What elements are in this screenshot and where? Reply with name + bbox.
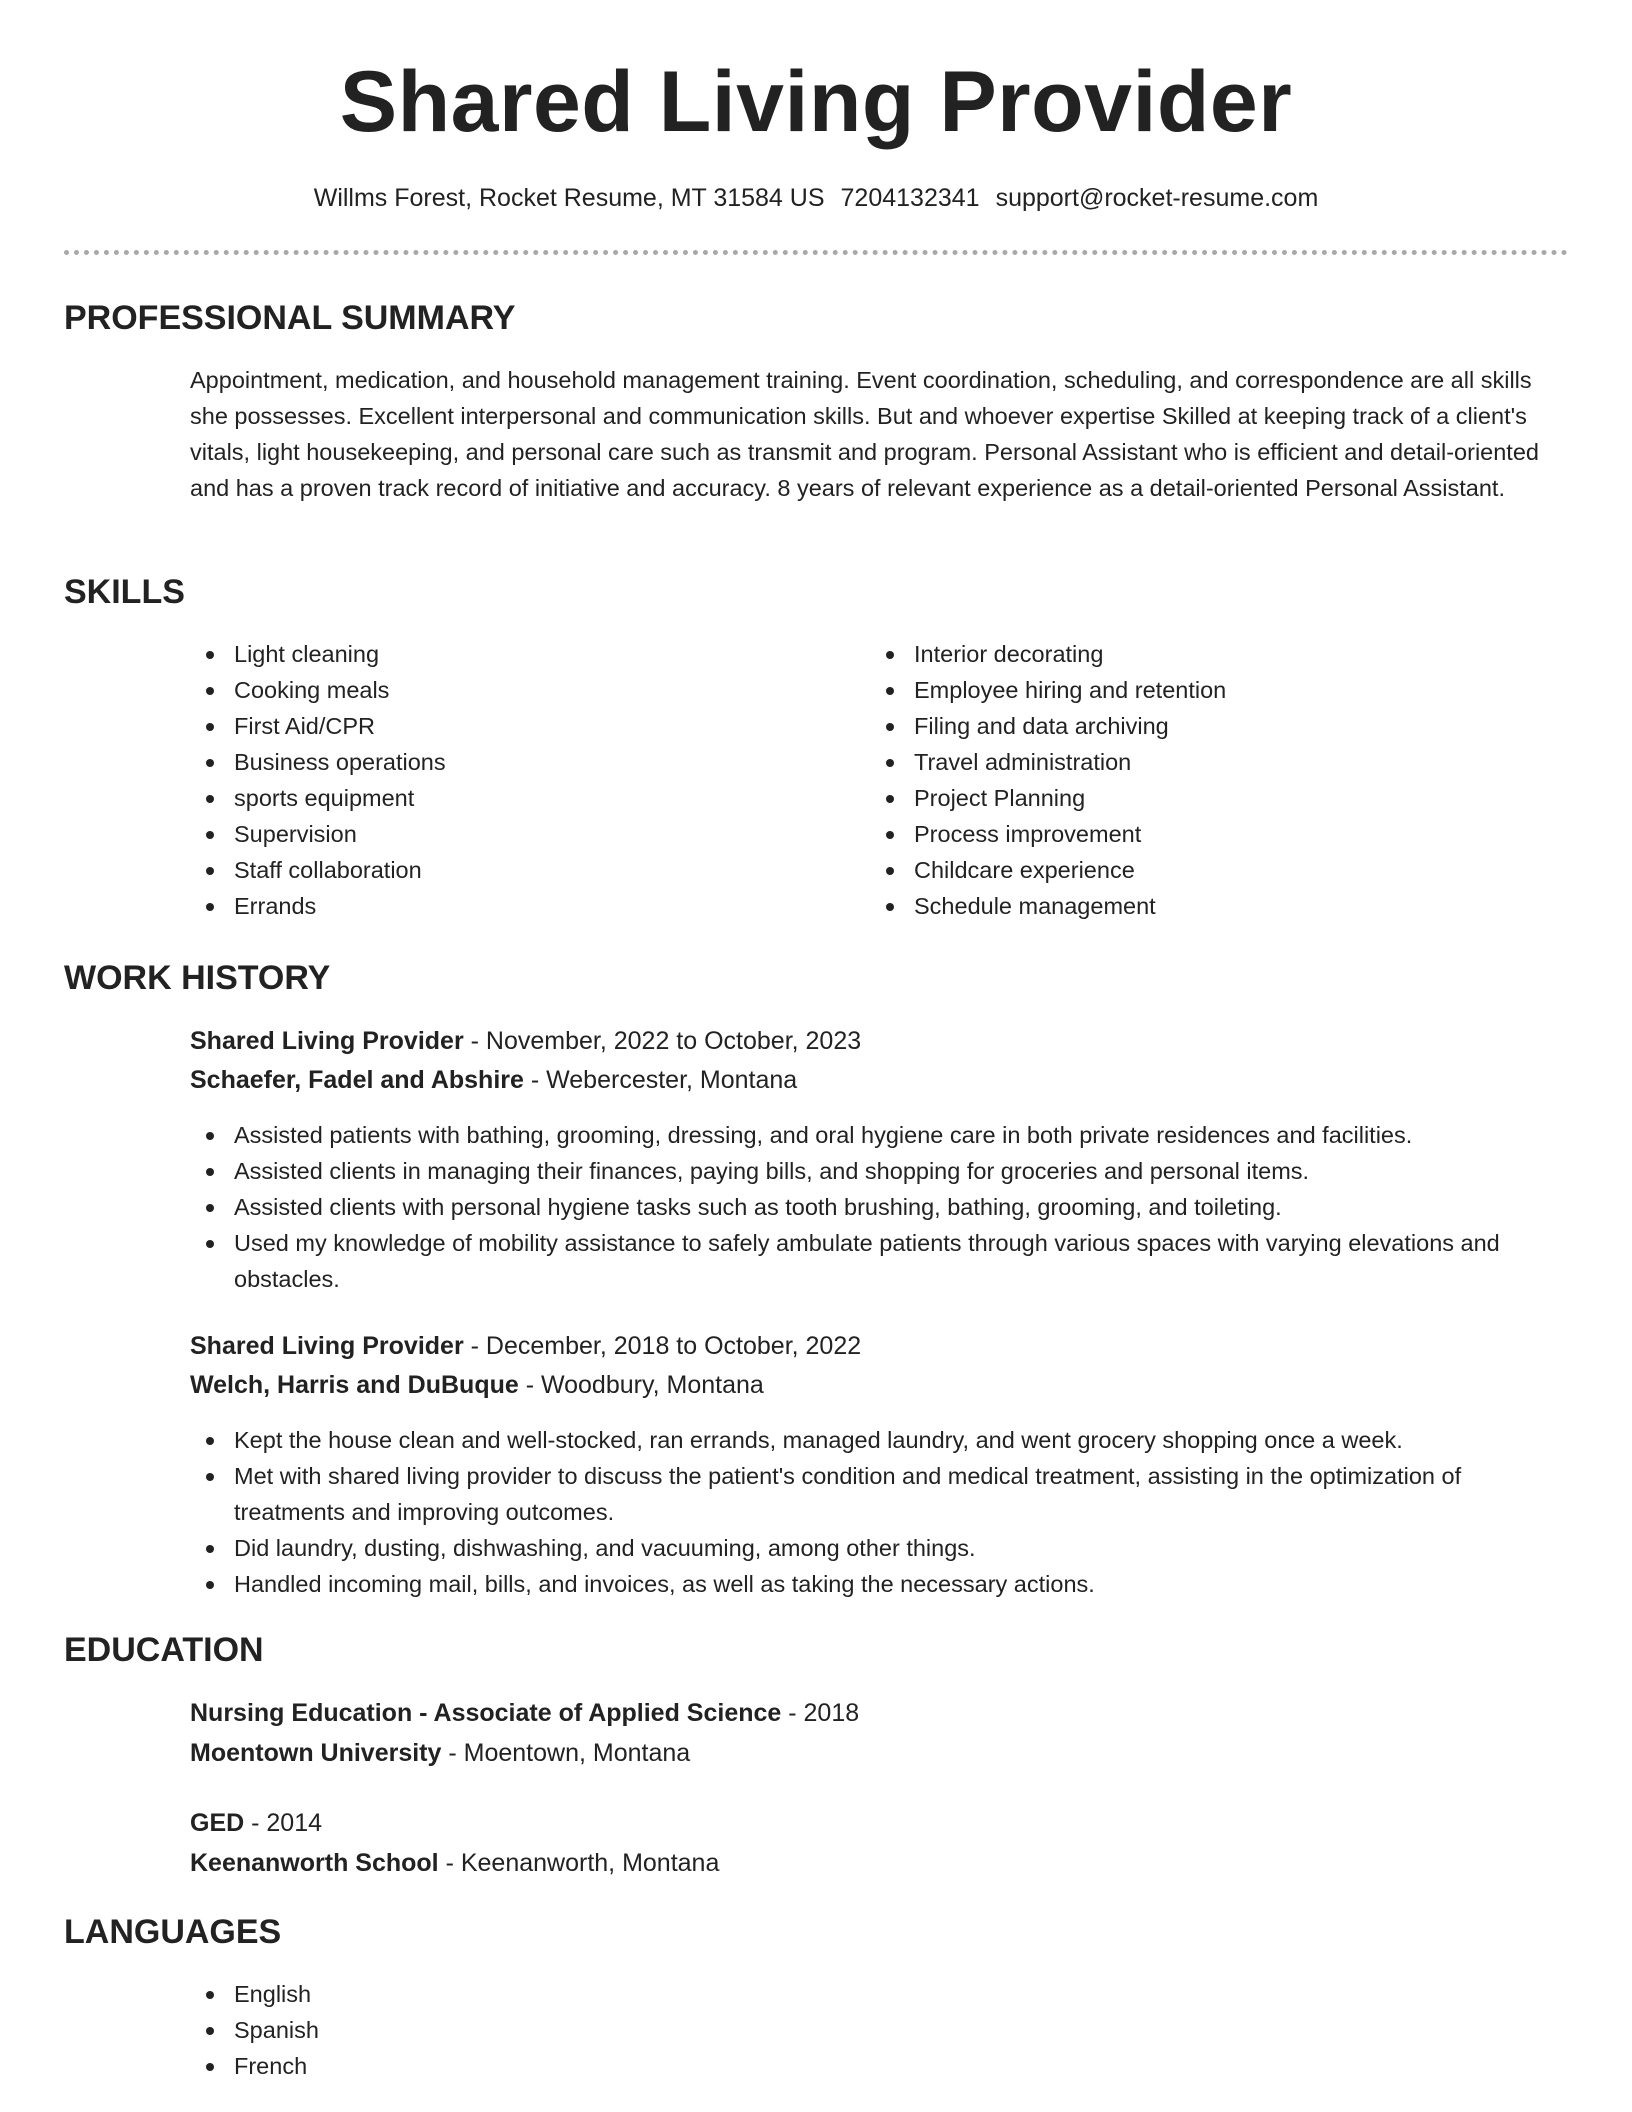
language-item: English	[190, 1976, 790, 2012]
edu-location: - Moentown, Montana	[441, 1739, 691, 1767]
skill-item: Business operations	[190, 744, 840, 780]
job-bullet: Used my knowledge of mobility assistance to safely ambulate patients through various spaces with varying elevations and obstacles.	[190, 1225, 1568, 1297]
languages-list	[190, 1976, 790, 2084]
edu-2-degree-line	[190, 1804, 322, 1842]
contact-email: support@rocket-resume.com	[995, 184, 1319, 212]
job-bullet: Handled incoming mail, bills, and invoices, as well as taking the necessary actions.	[190, 1566, 1568, 1602]
edu-year: - 2018	[781, 1699, 860, 1727]
summary-title: PROFESSIONAL SUMMARY	[64, 299, 516, 337]
skill-item: Process improvement	[870, 816, 1568, 852]
edu-school: Keenanworth School	[190, 1849, 439, 1877]
edu-school: Moentown University	[190, 1739, 442, 1767]
job-1-bullets	[190, 1117, 1568, 1297]
job-location: - Webercester, Montana	[523, 1066, 798, 1094]
job-dates: - December, 2018 to October, 2022	[463, 1332, 862, 1360]
job-role: Shared Living Provider	[190, 1332, 464, 1360]
skill-item: sports equipment	[190, 780, 840, 816]
job-bullet: Assisted patients with bathing, grooming, dressing, and oral hygiene care in both private residences and facilities.	[190, 1117, 1568, 1153]
edu-location: - Keenanworth, Montana	[438, 1849, 720, 1877]
skills-list-left	[190, 636, 840, 924]
edu-degree: Nursing Education - Associate of Applied Science	[190, 1699, 782, 1727]
skill-item: Travel administration	[870, 744, 1568, 780]
language-item: Spanish	[190, 2012, 790, 2048]
header-divider	[64, 250, 1568, 255]
job-bullet: Assisted clients with personal hygiene tasks such as tooth brushing, bathing, grooming, and toileting.	[190, 1189, 1568, 1225]
job-1-title-line	[190, 1022, 861, 1060]
skill-item: Cooking meals	[190, 672, 840, 708]
skill-item: Staff collaboration	[190, 852, 840, 888]
skill-item: Errands	[190, 888, 840, 924]
job-role: Shared Living Provider	[190, 1027, 464, 1055]
contact-address: Willms Forest, Rocket Resume, MT 31584 US	[313, 184, 825, 212]
job-location: - Woodbury, Montana	[518, 1371, 764, 1399]
resume-name: Shared Living Provider	[339, 54, 1293, 150]
skill-item: Employee hiring and retention	[870, 672, 1568, 708]
skills-list-right	[870, 636, 1568, 924]
skill-item: Supervision	[190, 816, 840, 852]
edu-degree: GED	[190, 1809, 245, 1837]
language-item: French	[190, 2048, 790, 2084]
edu-1-school-line	[190, 1734, 690, 1772]
skill-item: Light cleaning	[190, 636, 840, 672]
contact-phone: 7204132341	[840, 184, 980, 212]
job-bullet: Did laundry, dusting, dishwashing, and vacuuming, among other things.	[190, 1530, 1568, 1566]
work-title: WORK HISTORY	[64, 959, 331, 997]
skill-item: Project Planning	[870, 780, 1568, 816]
job-2-title-line	[190, 1327, 861, 1365]
skills-title: SKILLS	[64, 573, 185, 611]
skill-item: Schedule management	[870, 888, 1568, 924]
edu-1-degree-line	[190, 1694, 859, 1732]
job-bullet: Met with shared living provider to discuss the patient's condition and medical treatment, assisting in the optimization of treatments and improving outcomes.	[190, 1458, 1568, 1530]
job-2-bullets	[190, 1422, 1568, 1602]
edu-2-school-line	[190, 1844, 719, 1882]
job-company: Welch, Harris and DuBuque	[190, 1371, 519, 1399]
summary-text: Appointment, medication, and household management training. Event coordination, scheduling, and correspondence are all skills she possesses. Excellent interpersonal and communication skills. But and whoever expertise Skilled at keeping track of a client's vitals, light housekeeping, and personal care such as transmit and program. Personal Assistant who is efficient and detail-oriented and has a proven track record of initiative and accuracy. 8 years of relevant experience as a detail-oriented Personal Assistant.	[190, 367, 1539, 501]
languages-title: LANGUAGES	[64, 1913, 282, 1951]
job-2-company-line	[190, 1366, 764, 1404]
skill-item: Filing and data archiving	[870, 708, 1568, 744]
job-bullet: Assisted clients in managing their finances, paying bills, and shopping for groceries and personal items.	[190, 1153, 1568, 1189]
skill-item: First Aid/CPR	[190, 708, 840, 744]
skill-item: Interior decorating	[870, 636, 1568, 672]
education-title: EDUCATION	[64, 1631, 264, 1669]
job-1-company-line	[190, 1061, 797, 1099]
contact-line	[64, 180, 1568, 216]
job-company: Schaefer, Fadel and Abshire	[190, 1066, 524, 1094]
edu-year: - 2014	[244, 1809, 323, 1837]
skill-item: Childcare experience	[870, 852, 1568, 888]
job-bullet: Kept the house clean and well-stocked, ran errands, managed laundry, and went grocery shopping once a week.	[190, 1422, 1568, 1458]
job-dates: - November, 2022 to October, 2023	[463, 1027, 862, 1055]
